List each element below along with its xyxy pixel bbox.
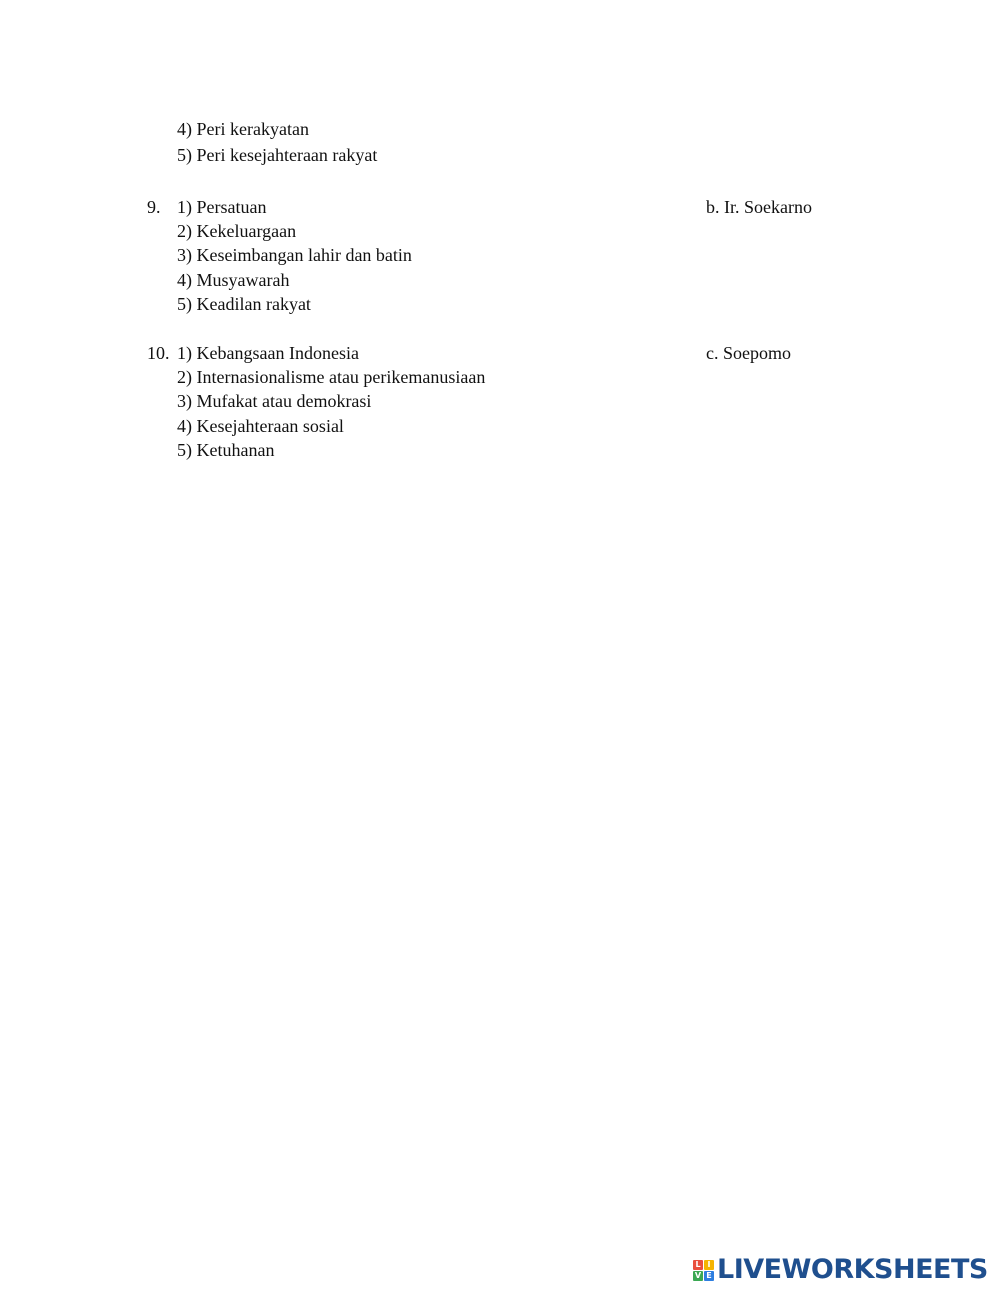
list-item: 5) Keadilan rakyat xyxy=(177,294,311,314)
list-item: 3) Mufakat atau demokrasi xyxy=(177,391,372,411)
continued-item-5: 5) Peri kesejahteraan rakyat xyxy=(177,145,378,165)
list-item: 4) Kesejahteraan sosial xyxy=(177,416,344,436)
answer-option: c. Soepomo xyxy=(706,343,791,363)
list-item: 2) Kekeluargaan xyxy=(177,221,297,241)
liveworksheets-logo[interactable] xyxy=(693,1255,988,1285)
logo-mark-letter: I xyxy=(704,1260,714,1270)
list-item: 1) Persatuan xyxy=(177,197,267,217)
list-item: 5) Ketuhanan xyxy=(177,440,275,460)
logo-mark-letter: E xyxy=(704,1271,714,1281)
list-item: 1) Kebangsaan Indonesia xyxy=(177,343,359,363)
logo-mark-icon xyxy=(693,1260,714,1281)
question-number: 10. xyxy=(147,343,170,363)
answer-option: b. Ir. Soekarno xyxy=(706,197,812,217)
continued-item-4: 4) Peri kerakyatan xyxy=(177,119,309,139)
question-number: 9. xyxy=(147,197,161,217)
list-item: 3) Keseimbangan lahir dan batin xyxy=(177,245,412,265)
logo-mark-letter: L xyxy=(693,1260,703,1270)
list-item: 2) Internasionalisme atau perikemanusiaan xyxy=(177,367,486,387)
logo-text: LIVEWORKSHEETS xyxy=(717,1254,988,1285)
list-item: 4) Musyawarah xyxy=(177,270,290,290)
logo-mark-letter: V xyxy=(694,1270,702,1280)
